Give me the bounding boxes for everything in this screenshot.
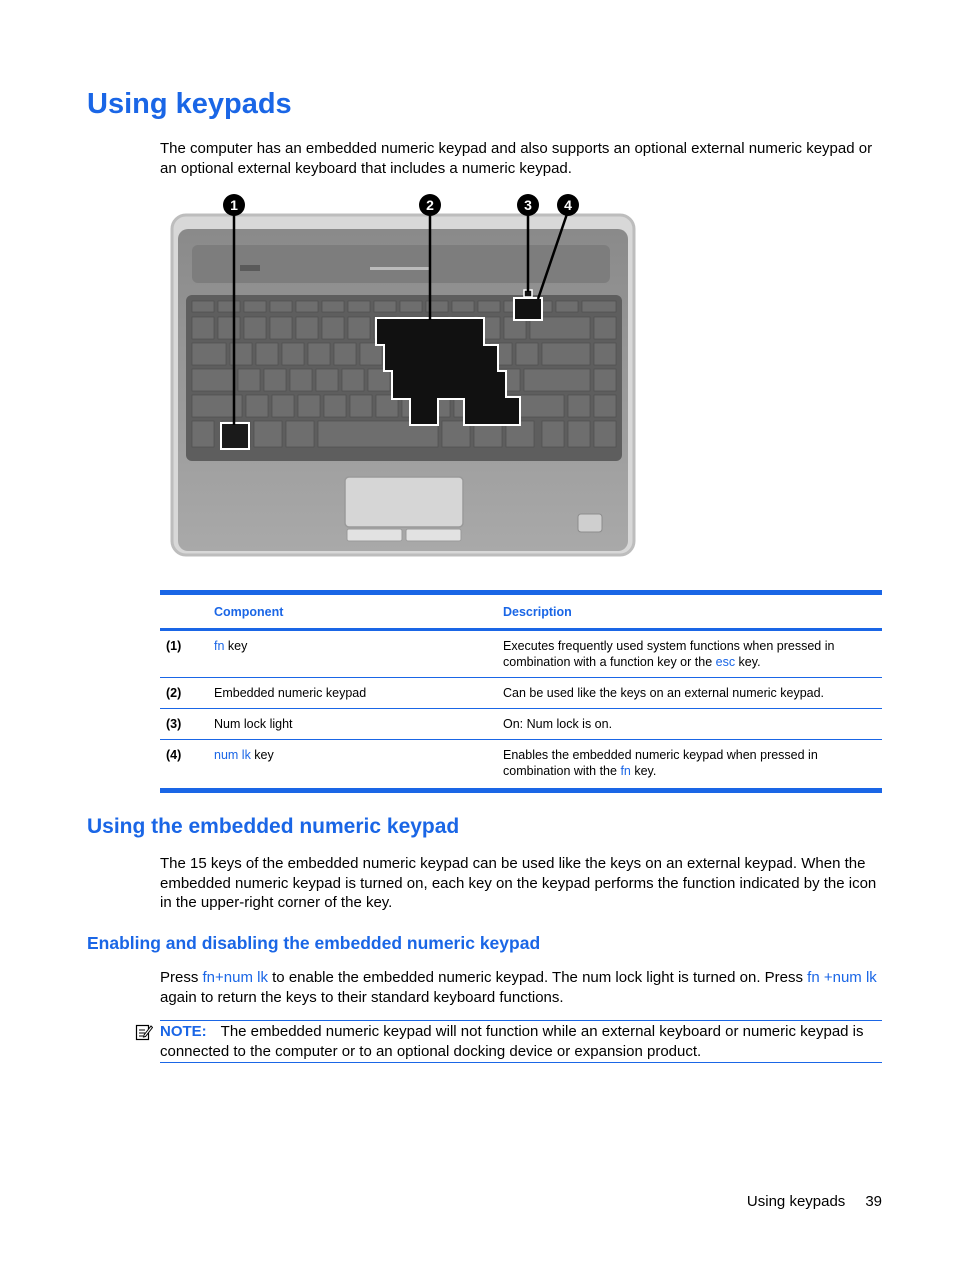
intro-paragraph: The computer has an embedded numeric keypad and also supports an optional external numeric keypad or an optional external keyboard that includes a numeric keypad. [160, 140, 873, 177]
row-component: fn key [208, 630, 497, 678]
row-description: On: Num lock is on. [497, 709, 882, 740]
subsection-heading-enable-disable: Enabling and disabling the embedded numeric keypad [87, 933, 541, 953]
svg-text:4: 4 [564, 197, 572, 213]
callout-3 [517, 194, 539, 216]
row-description: Can be used like the keys on an external numeric keypad. [497, 678, 882, 709]
footer-section-title: Using keypads [746, 1193, 846, 1210]
row-description: Enables the embedded numeric keypad when pressed in combination with the fn key. [503, 748, 818, 778]
table-header-row [160, 593, 882, 630]
note-box [160, 1020, 882, 1063]
row-component: Embedded numeric keypad [208, 678, 497, 709]
page-number: 39 [865, 1193, 882, 1210]
page-footer [747, 1193, 882, 1210]
key-name: esc [715, 655, 736, 669]
table-row [160, 630, 882, 678]
note-pencil-icon [135, 1023, 153, 1041]
note-text: The embedded numeric keypad will not function while an external keyboard or numeric keypad is connected to the computer or to an optional docking device or expansion product. [160, 1023, 864, 1060]
key-name: fn [620, 764, 631, 778]
components-table [160, 590, 882, 793]
callout-4 [557, 194, 579, 216]
row-description: Executes frequently used system functions when pressed in combination with a function key or the esc key. [497, 630, 882, 678]
key-name: num lk [214, 748, 251, 762]
table-row [160, 740, 882, 791]
svg-text:1: 1 [230, 197, 238, 213]
svg-text:2: 2 [426, 197, 434, 213]
keyboard-illustration [170, 189, 636, 561]
row-number: (2) [160, 678, 208, 709]
page-title: Using keypads [87, 88, 292, 120]
table-row [160, 709, 882, 740]
table-row [160, 678, 882, 709]
note-label: NOTE: [160, 1023, 207, 1040]
callout-1 [223, 194, 245, 216]
svg-text:3: 3 [524, 197, 532, 213]
key-name: fn [214, 639, 225, 653]
embedded-keypad-paragraph: The 15 keys of the embedded numeric keypad can be used like the keys on an external keypad. When the embedded numeric keypad is turned on, each key on the keypad performs the function indicated by the icon in the upper-right corner of the key. [160, 855, 877, 911]
row-component: Num lock light [208, 709, 497, 740]
callout-2 [419, 194, 441, 216]
row-number: (1) [160, 630, 208, 678]
table-header-number [160, 593, 208, 630]
row-number: (3) [160, 709, 208, 740]
section-heading-embedded-keypad: Using the embedded numeric keypad [87, 815, 460, 838]
table-header-component: Component [208, 593, 497, 630]
enable-disable-paragraph: Press fn+num lk to enable the embedded numeric keypad. The num lock light is turned on. Press fn +num lk again to return the keys to their standard keyboard functions. [160, 969, 877, 1006]
key-combo: fn +num lk [807, 969, 877, 986]
key-combo: fn+num lk [202, 969, 268, 986]
row-component: num lk key [214, 748, 274, 762]
row-number: (4) [166, 748, 182, 762]
table-header-description: Description [497, 593, 882, 630]
